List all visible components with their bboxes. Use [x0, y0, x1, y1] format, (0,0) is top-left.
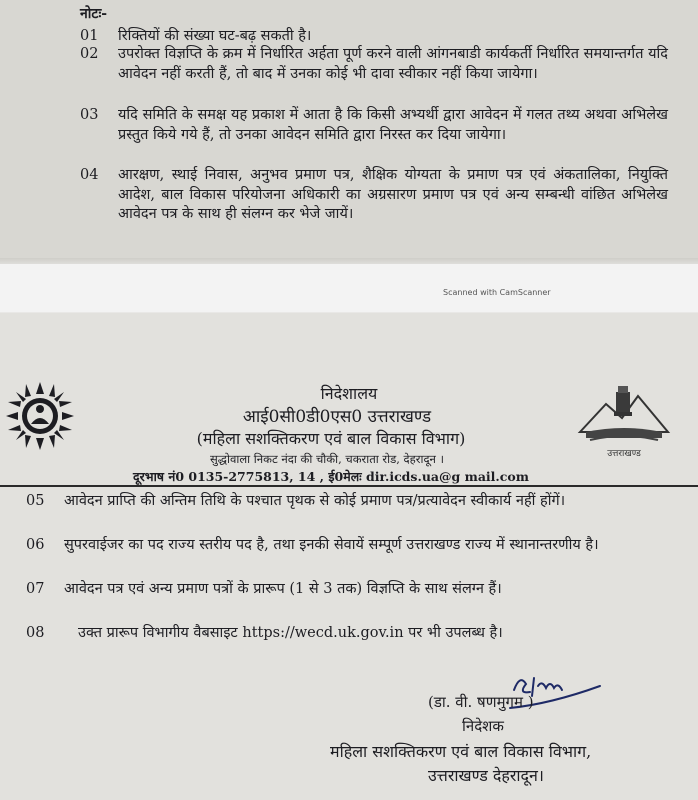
icds-logo-icon — [4, 380, 76, 452]
note-text: उक्त प्रारूप विभागीय वैबसाइट https://wecd.uk.gov.in पर भी उपलब्ध है। — [78, 625, 503, 641]
note-text: उपरोक्त विज्ञप्ति के क्रम में निर्धारित अर्हता पूर्ण करने वाली आंगनबाडी कार्यकर्ती निर्धारित समयान्तर्गत यदि आवेदन नहीं करती हैं, तो बाद में उनका कोई भी दावा स्वीकार नहीं किया जायेगा। — [118, 46, 668, 82]
note-number: 02 — [80, 46, 99, 62]
note-text: आवेदन प्राप्ति की अन्तिम तिथि के पश्चात पृथक से कोई प्रमाण पत्र/प्रत्यावेदन स्वीकार्य नहीं होंगें। — [64, 493, 566, 509]
note-number: 06 — [26, 537, 45, 553]
note-text: आरक्षण, स्थाई निवास, अनुभव प्रमाण पत्र, शैक्षिक योग्यता के प्रमाण पत्र एवं अंकतालिका, नियुक्ति आदेश, बाल विकास परियोजना अधिकारी का अग्रसारण प्रमाण पत्र एवं अन्य सम्बन्धी वांछित अभिलेख आवेदन पत्र के साथ ही संलग्न कर भेजे जायें। — [118, 167, 668, 222]
note-text: यदि समिति के समक्ष यह प्रकाश में आता है कि किसी अभ्यर्थी द्वारा आवेदन में गलत तथ्य अथवा अभिलेख प्रस्तुत किये गये हैं, तो उनका आवेदन समिति द्वारा निरस्त कर दिया जायेगा। — [118, 107, 668, 143]
signatory-place: उत्तराखण्ड देहरादून। — [428, 766, 544, 785]
contact-line: दूरभाष नं0 0135-2775813, 14 , ई0मेलः dir.icds.ua@g mail.com — [133, 469, 529, 484]
signatory-designation: निदेशक — [462, 717, 504, 735]
scanned-page-top — [0, 0, 698, 265]
note-text: रिक्तियों की संख्या घट-बढ़ सकती है। — [118, 28, 312, 44]
department-subtitle: (महिला सशक्तिकरण एवं बाल विकास विभाग) — [196, 429, 466, 448]
note-heading: नोटः- — [80, 6, 108, 22]
note-number: 04 — [80, 167, 99, 183]
signatory-name: (डा. वी. षणमुगम ) — [428, 693, 534, 711]
page-separator — [0, 264, 698, 312]
department-name: आई0सी0डी0एस0 उत्तराखण्ड — [242, 407, 432, 427]
emblem-caption: उत्तराखण्ड — [607, 449, 641, 459]
directorate-title: निदेशालय — [320, 384, 378, 403]
note-number: 05 — [26, 493, 45, 509]
note-number: 03 — [80, 107, 99, 123]
uttarakhand-emblem-icon — [576, 370, 672, 462]
header-divider — [0, 485, 698, 487]
note-text: सुपरवाईजर का पद राज्य स्तरीय पद है, तथा इनकी सेवायें सम्पूर्ण उत्तराखण्ड राज्य में स्थानान्तरणीय है। — [64, 537, 599, 553]
note-number: 07 — [26, 581, 45, 597]
note-text: आवेदन पत्र एवं अन्य प्रमाण पत्रों के प्रारूप (1 से 3 तक) विज्ञप्ति के साथ संलग्न हैं। — [64, 581, 502, 597]
signatory-department: महिला सशक्तिकरण एवं बाल विकास विभाग, — [330, 742, 592, 761]
note-number: 01 — [80, 28, 99, 44]
address-line: सुद्धोवाला निकट नंदा की चौकी, चकराता रोड, देहरादून । — [210, 452, 444, 466]
scanner-watermark: Scanned with CamScanner — [443, 288, 551, 297]
note-number: 08 — [26, 625, 45, 641]
